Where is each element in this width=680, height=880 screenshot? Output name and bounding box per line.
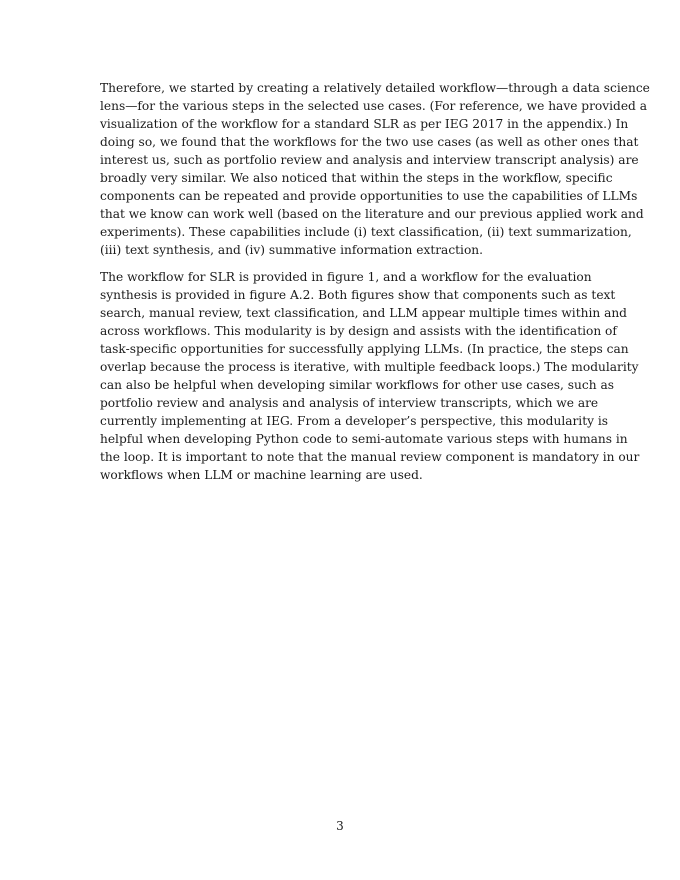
text-line: search, manual review, text classification, and LLM appear multiple times within and bbox=[100, 306, 627, 320]
text-line: (iii) text synthesis, and (iv) summative information extraction. bbox=[100, 243, 484, 257]
paragraph-1 bbox=[100, 79, 650, 259]
text-line: workflows when LLM or machine learning are used. bbox=[100, 468, 423, 482]
page-number: 3 bbox=[336, 819, 344, 833]
text-line: overlap because the process is iterative, with multiple feedback loops.) The modularity bbox=[100, 360, 639, 374]
text-line: currently implementing at IEG. From a developer’s perspective, this modularity is bbox=[100, 414, 609, 428]
text-line: Therefore, we started by creating a relatively detailed workflow—through a data science bbox=[100, 81, 650, 95]
text-line: broadly very similar. We also noticed that within the steps in the workflow, specific bbox=[100, 171, 613, 185]
paragraph-2 bbox=[100, 268, 640, 484]
text-line: interest us, such as portfolio review and analysis and interview transcript analysis) are bbox=[100, 153, 639, 167]
text-line: portfolio review and analysis and analysis of interview transcripts, which we are bbox=[100, 396, 599, 410]
body-text bbox=[100, 79, 650, 493]
text-line: components can be repeated and provide opportunities to use the capabilities of LLMs bbox=[100, 189, 638, 203]
text-line: can also be helpful when developing similar workflows for other use cases, such as bbox=[100, 378, 614, 392]
text-line: helpful when developing Python code to semi-automate various steps with humans in bbox=[100, 432, 628, 446]
text-line: experiments). These capabilities include (i) text classification, (ii) text summarization, bbox=[100, 225, 632, 239]
text-line: that we know can work well (based on the literature and our previous applied work and bbox=[100, 207, 644, 221]
text-line: visualization of the workflow for a standard SLR as per IEG 2017 in the appendix.) In bbox=[100, 117, 629, 131]
text-line: the loop. It is important to note that the manual review component is mandatory in our bbox=[100, 450, 640, 464]
text-line: lens—for the various steps in the selected use cases. (For reference, we have provided a bbox=[100, 99, 647, 113]
text-line: The workflow for SLR is provided in figure 1, and a workflow for the evaluation bbox=[100, 270, 592, 284]
text-line: synthesis is provided in figure A.2. Both figures show that components such as text bbox=[100, 288, 616, 302]
text-line: across workflows. This modularity is by design and assists with the identification of bbox=[100, 324, 617, 338]
text-line: task-specific opportunities for successfully applying LLMs. (In practice, the steps can bbox=[100, 342, 629, 356]
text-line: doing so, we found that the workflows for the two use cases (as well as other ones that bbox=[100, 135, 639, 149]
